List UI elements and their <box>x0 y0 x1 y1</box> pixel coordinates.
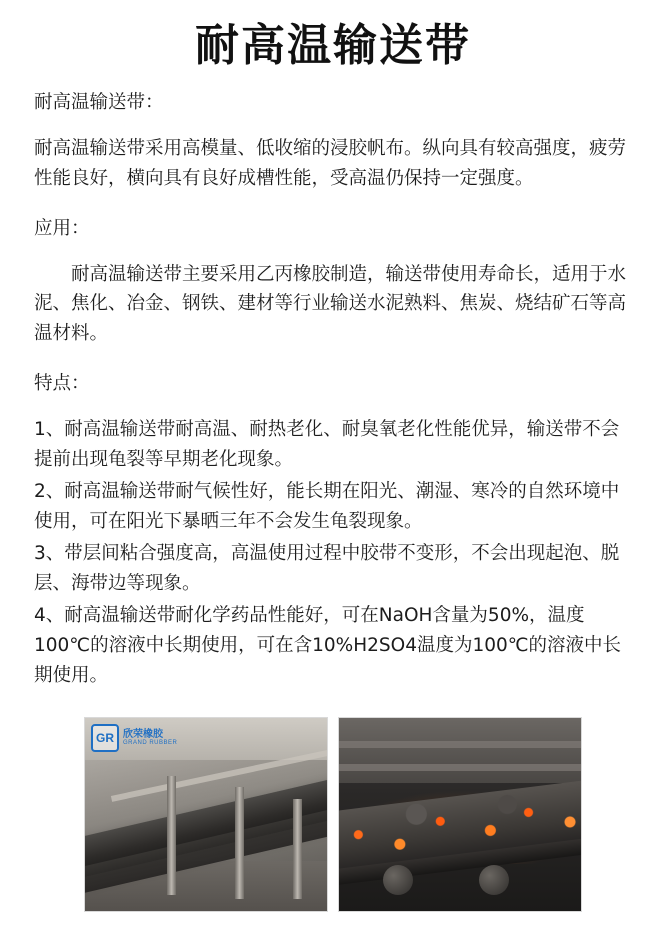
photo-support-post <box>235 787 244 899</box>
photo-gallery <box>0 717 666 912</box>
page-title: 耐高温输送带 <box>195 20 471 71</box>
photo-steel-beam <box>339 764 581 771</box>
photo-support-post <box>293 799 302 899</box>
section-paragraph-application: 耐高温输送带主要采用乙丙橡胶制造，输送带使用寿命长，适用于水泥、焦化、冶金、钢铁、建材等行业输送水泥熟料、焦炭、烧结矿石等高温材料。 <box>34 263 627 345</box>
photo-roller <box>383 865 413 895</box>
brand-logo-icon: GR <box>91 724 119 752</box>
section-heading-intro: 耐高温输送带： <box>34 92 164 114</box>
feature-item-1: 1、耐高温输送带耐高温、耐热老化、耐臭氧老化性能优异，输送带不会提前出现龟裂等早期老化现象。 <box>34 419 620 470</box>
photo-support-post <box>167 776 176 896</box>
photo-steel-beam <box>339 741 581 748</box>
brand-watermark-text <box>123 730 177 746</box>
hot-sinter-ore-conveyor-photo <box>338 717 582 912</box>
section-paragraph-intro: 耐高温输送带采用高模量、低收缩的浸胶帆布。纵向具有较高强度，疲劳性能良好，横向具有良好成槽性能，受高温仍保持一定强度。 <box>34 137 627 189</box>
photo-background-wall <box>339 718 581 784</box>
section-heading-features: 特点： <box>34 373 90 395</box>
document-page <box>0 22 666 952</box>
conveyor-plant-photo <box>84 717 328 912</box>
feature-item-3: 3、带层间粘合强度高，高温使用过程中胶带不变形，不会出现起泡、脱层、海带边等现象。 <box>34 542 620 594</box>
feature-list <box>34 415 632 691</box>
section-heading-application: 应用： <box>34 217 90 239</box>
document-body <box>0 88 666 690</box>
brand-name-en: GRAND RUBBER <box>123 739 178 746</box>
photo-roller <box>479 865 509 895</box>
brand-watermark <box>91 724 177 752</box>
feature-item-2: 2、耐高温输送带耐气候性好，能长期在阳光、潮湿、寒冷的自然环境中使用，可在阳光下暴晒三年不会发生龟裂现象。 <box>34 480 620 532</box>
brand-name-cn: 欣荣橡胶 <box>123 728 163 740</box>
feature-item-4: 4、耐高温输送带耐化学药品性能好，可在NaOH含量为50%，温度100℃的溶液中长期使用，可在含10%H2SO4温度为100℃的溶液中长期使用。 <box>34 604 622 686</box>
